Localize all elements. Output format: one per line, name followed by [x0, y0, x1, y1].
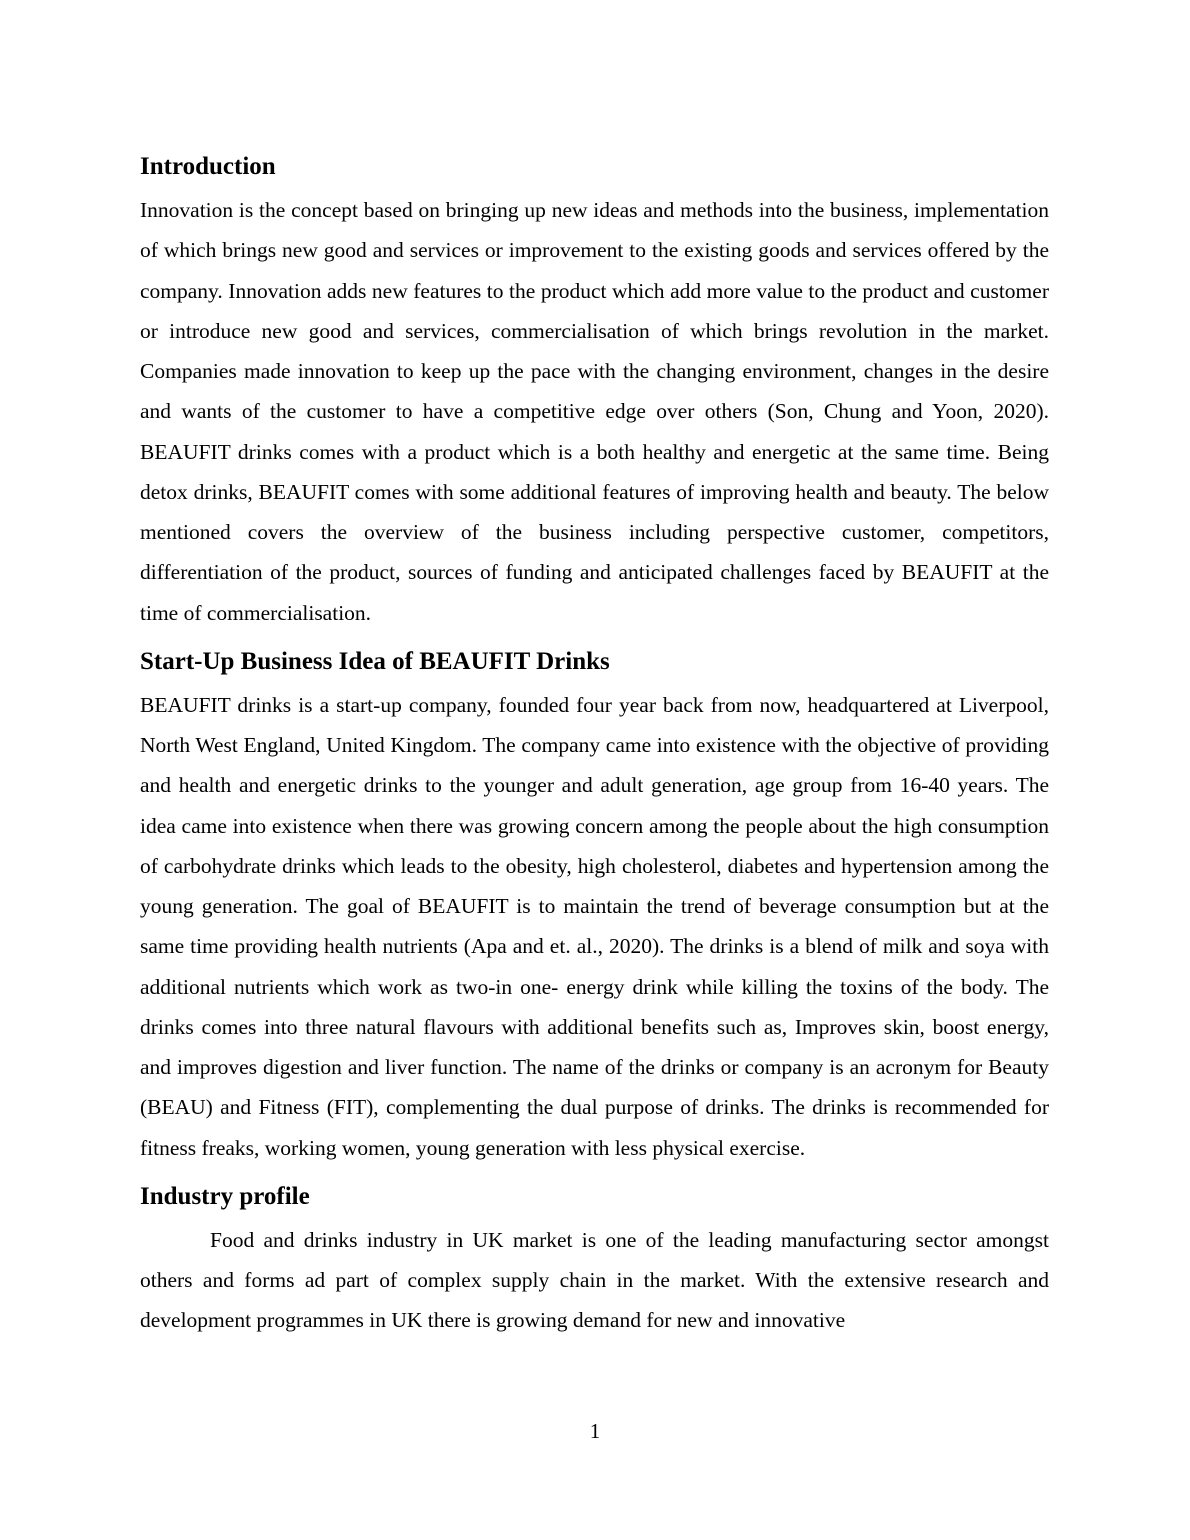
industry-profile-section: [140, 1178, 1049, 1341]
section-heading-industry-profile: Industry profile: [140, 1182, 310, 1210]
page-number: 1: [589, 1419, 601, 1443]
section-heading-business-idea: Start-Up Business Idea of BEAUFIT Drinks: [140, 647, 610, 675]
introduction-paragraph: Innovation is the concept based on bringing up new ideas and methods into the business, implementation of which brings new good and services or improvement to the existing goods and services offered by the company. Innovation adds new features to the product which add more value to the product and customer or introduce new good and services, commercialisation of which brings revolution in the market. Companies made innovation to keep up the pace with the changing environment, changes in the desire and wants of the customer to have a competitive edge over others (Son, Chung and Yoon, 2020). BEAUFIT drinks comes with a product which is a both healthy and energetic at the same time. Being detox drinks, BEAUFIT comes with some additional features of improving health and beauty. The below mentioned covers the overview of the business including perspective customer, competitors, differentiation of the product, sources of funding and anticipated challenges faced by BEAUFIT at the time of commercialisation.: [140, 198, 1049, 625]
business-idea-section: [140, 643, 1049, 1168]
document-page: [140, 148, 1049, 1351]
industry-profile-paragraph: Food and drinks industry in UK market is one of the leading manufacturing sector amongst others and forms ad part of complex supply chain in the market. With the extensive research and development programmes in UK there is growing demand for new and innovative: [140, 1227, 1049, 1333]
introduction-section: [140, 148, 1049, 633]
business-idea-paragraph: BEAUFIT drinks is a start-up company, founded four year back from now, headquartered at Liverpool, North West England, United Kingdom. The company came into existence with the objective of providing and health and energetic drinks to the younger and adult generation, age group from 16-40 years. The idea came into existence when there was growing concern among the people about the high consumption of carbohydrate drinks which leads to the obesity, high cholesterol, diabetes and hypertension among the young generation. The goal of BEAUFIT is to maintain the trend of beverage consumption but at the same time providing health nutrients (Apa and et. al., 2020). The drinks is a blend of milk and soya with additional nutrients which work as two-in one- energy drink while killing the toxins of the body. The drinks comes into three natural flavours with additional benefits such as, Improves skin, boost energy, and improves digestion and liver function. The name of the drinks or company is an acronym for Beauty (BEAU) and Fitness (FIT), complementing the dual purpose of drinks. The drinks is recommended for fitness freaks, working women, young generation with less physical exercise.: [140, 692, 1049, 1160]
section-heading-introduction: Introduction: [140, 153, 276, 180]
